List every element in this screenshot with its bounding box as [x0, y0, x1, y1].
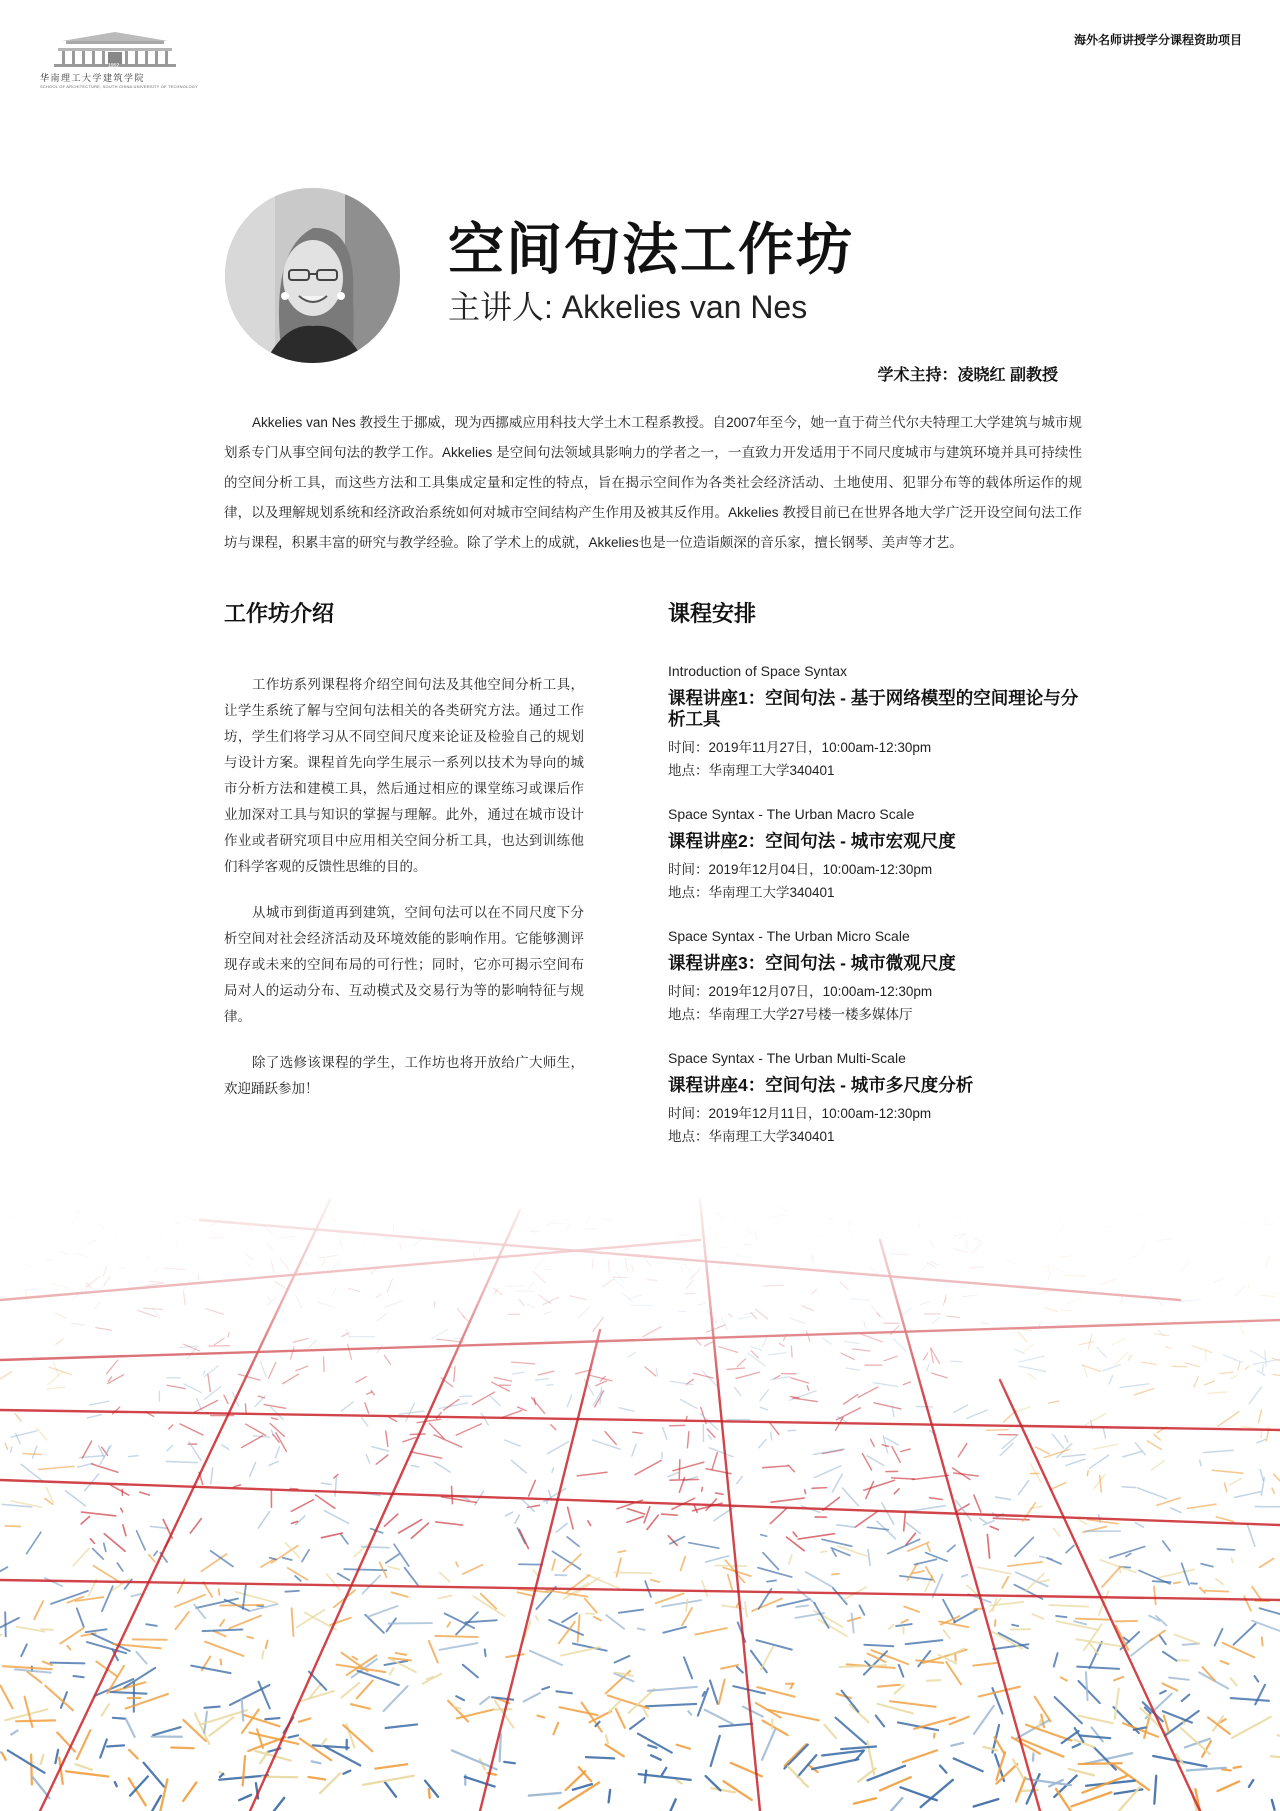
lecture-title: 课程讲座1：空间句法 - 基于网络模型的空间理论与分析工具 [668, 688, 1079, 729]
speaker-bio: Akkelies van Nes 教授生于挪威，现为西挪威应用科技大学土木工程系教授。自2007年至今，她一直于荷兰代尔夫特理工大学建筑与城市规划系专门从事空间句法的教学工作。Akkelies 是空间句法领域具影响力的学者之一，一直致力开发适用于不同尺度城市与建筑环境并具可持续性的空间分析工具，而这些方法和工具集成定量和定性的特点，旨在揭示空间作为各类社会经济活动、土地使用、犯罪分布等的载体所运作的规律，以及理解规划系统和经济政治系统如何对城市空间结构产生作用及被其反作用。Akkelies 教授目前已在世界各地大学广泛开设空间句法工作坊与课程，积累丰富的研究与教学经验。除了学术上的成就，Akkelies也是一位造诣颇深的音乐家，擅长钢琴、美声等才艺。 [224, 415, 1082, 550]
axial-map-illustration [0, 1180, 1280, 1811]
lecture-place: 地点：华南理工大学27号楼一楼多媒体厅 [668, 1007, 913, 1022]
intro-paragraph: 除了选修该课程的学生，工作坊也将开放给广大师生，欢迎踊跃参加！ [224, 1055, 584, 1096]
lecture-english-title: Space Syntax - The Urban Micro Scale [668, 928, 910, 944]
school-subtitle: SCHOOL OF ARCHITECTURE, SOUTH CHINA UNIVERSITY OF TECHNOLOGY [40, 84, 198, 89]
academic-host: 学术主持：凌晓红 副教授 [877, 367, 1058, 384]
lecture-item [668, 928, 1088, 1026]
intro-paragraph: 从城市到街道再到建筑，空间句法可以在不同尺度下分析空间对社会经济活动及环境效能的影响作用。它能够测评现存或未来的空间布局的可行性；同时，它亦可揭示空间布局对人的运动分布、互动模式及交易行为等的影响特征与规律。 [224, 905, 584, 1024]
intro-text [224, 672, 584, 1122]
lecture-item [668, 1050, 1088, 1148]
schedule-list [668, 663, 1088, 1172]
lecture-title: 课程讲座4：空间句法 - 城市多尺度分析 [668, 1075, 974, 1095]
lecture-title: 课程讲座3：空间句法 - 城市微观尺度 [668, 953, 956, 973]
lecture-place: 地点：华南理工大学340401 [668, 763, 835, 778]
speaker-portrait [225, 188, 400, 363]
logo-year: 1952 [108, 63, 120, 69]
lecture-english-title: Space Syntax - The Urban Multi-Scale [668, 1050, 906, 1066]
lecture-time: 时间：2019年12月04日，10:00am-12:30pm [668, 862, 933, 877]
lecture-english-title: Introduction of Space Syntax [668, 663, 847, 679]
speaker-name: 主讲人: Akkelies van Nes [448, 289, 808, 325]
lecture-item [668, 806, 1088, 904]
lecture-place: 地点：华南理工大学340401 [668, 1129, 835, 1144]
school-name: 华南理工大学建筑学院 [40, 73, 146, 83]
map-fade-overlay [0, 1180, 1280, 1811]
lecture-time: 时间：2019年12月11日，10:00am-12:30pm [668, 1106, 932, 1121]
school-logo [40, 30, 198, 92]
intro-paragraph: 工作坊系列课程将介绍空间句法及其他空间分析工具，让学生系统了解与空间句法相关的各类研究方法。通过工作坊，学生们将学习从不同空间尺度来论证及检验自己的规划与设计方案。课程首先向学生展示一系列以技术为导向的城市分析方法和建模工具，然后通过相应的课堂练习或课后作业加深对工具与知识的掌握与理解。此外，通过在城市设计作业或者研究项目中应用相关空间分析工具，也达到训练他们科学客观的反馈性思维的目的。 [224, 677, 584, 874]
lecture-place: 地点：华南理工大学340401 [668, 885, 835, 900]
intro-heading: 工作坊介绍 [224, 601, 335, 626]
program-label: 海外名师讲授学分课程资助项目 [1073, 33, 1242, 47]
page-title: 空间句法工作坊 [448, 218, 854, 281]
lecture-time: 时间：2019年12月07日，10:00am-12:30pm [668, 984, 933, 999]
lecture-time: 时间：2019年11月27日，10:00am-12:30pm [668, 740, 932, 755]
lecture-item [668, 663, 1088, 782]
schedule-heading: 课程安排 [668, 601, 757, 626]
lecture-title: 课程讲座2：空间句法 - 城市宏观尺度 [668, 831, 956, 851]
lecture-english-title: Space Syntax - The Urban Macro Scale [668, 806, 915, 822]
portrait-photo [225, 188, 400, 363]
space-syntax-map [0, 1180, 1280, 1811]
